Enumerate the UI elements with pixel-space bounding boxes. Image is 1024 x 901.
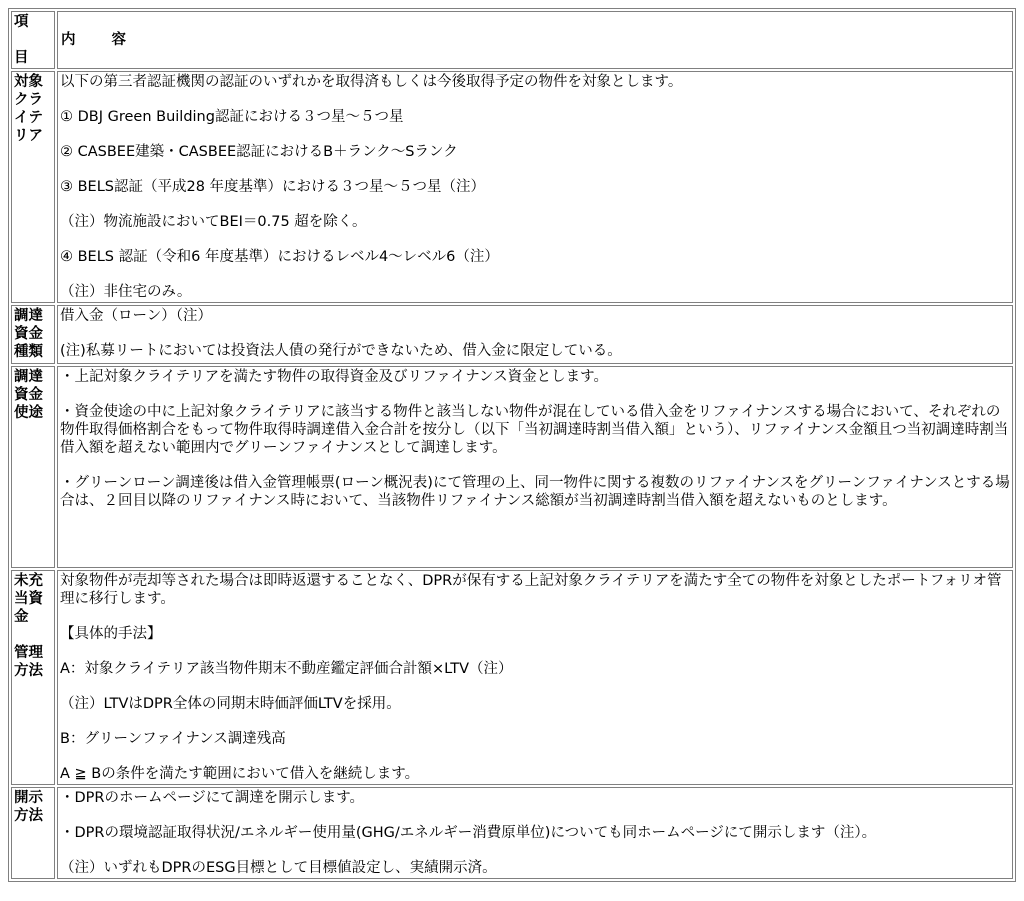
row-content-disclosure-method xyxy=(57,787,1013,879)
paragraph: ・上記対象クライテリアを満たす物件の取得資金及びリファイナンス資金とします。 xyxy=(60,369,608,385)
label-line: クラ xyxy=(14,92,43,108)
header-item-bottom: 目 xyxy=(14,50,29,66)
row-target-criteria xyxy=(11,71,1013,303)
paragraph: ・DPRの環境認証取得状況/エネルギー使用量(GHG/エネルギー消費原単位)についても同ホームページにて開示します（注）。 xyxy=(60,825,877,841)
row-use-of-proceeds xyxy=(11,366,1013,568)
row-label-funding-type xyxy=(11,305,55,364)
paragraph: ① DBJ Green Building認証における３つ星～５つ星 xyxy=(60,109,404,125)
row-label-unallocated-management xyxy=(11,570,55,785)
header-row xyxy=(11,11,1013,69)
label-line: 調達 xyxy=(14,369,43,385)
paragraph: （注）LTVはDPR全体の同期末時価評価LTVを採用。 xyxy=(60,696,401,712)
row-content-use-of-proceeds xyxy=(57,366,1013,568)
row-funding-type xyxy=(11,305,1013,364)
paragraph: A：対象クライテリア該当物件期末不動産鑑定評価合計額×LTV（注） xyxy=(60,661,513,677)
paragraph: ・資金使途の中に上記対象クライテリアに該当する物件と該当しない物件が混在している借入金をリファイナンスする場合において、それぞれの物件取得価格割合をもって物件取得時調達借入金合計を按分し（以下「当初調達時割当借入額」という）、リファイナンス金額且つ当初調達時割当借入額を超えない範囲内でグリーンファイナンスとして調達します。 xyxy=(60,404,1009,456)
paragraph: B：グリーンファイナンス調達残高 xyxy=(60,731,286,747)
header-item-cell xyxy=(11,11,55,69)
paragraph: 【具体的手法】 xyxy=(60,626,162,642)
label-line: 使途 xyxy=(14,405,43,421)
paragraph: ② CASBEE建築・CASBEE認証におけるB＋ランク～Sランク xyxy=(60,144,458,160)
green-finance-framework-table xyxy=(8,8,1016,882)
paragraph: ④ BELS 認証（令和6 年度基準）におけるレベル4～レベル6（注） xyxy=(60,249,499,265)
row-content-funding-type xyxy=(57,305,1013,364)
paragraph: （注）物流施設においてBEI＝0.75 超を除く。 xyxy=(60,214,367,230)
paragraph: 以下の第三者認証機関の認証のいずれかを取得済もしくは今後取得予定の物件を対象とします。 xyxy=(60,74,683,90)
header-content-cell xyxy=(57,11,1013,69)
row-label-target-criteria xyxy=(11,71,55,303)
paragraph: （注）いずれもDPRのESG目標として目標値設定し、実績開示済。 xyxy=(60,860,497,876)
header-content-right: 容 xyxy=(111,32,126,48)
paragraph: A ≧ Bの条件を満たす範囲において借入を継続します。 xyxy=(60,766,420,782)
row-content-target-criteria xyxy=(57,71,1013,303)
label-line: 開示 xyxy=(14,790,43,806)
paragraph: (注)私募リートにおいては投資法人債の発行ができないため、借入金に限定している。 xyxy=(60,343,622,359)
header-item-top: 項 xyxy=(14,14,29,30)
label-line: 方法 xyxy=(14,808,43,824)
row-label-use-of-proceeds xyxy=(11,366,55,568)
label-line: 調達 xyxy=(14,308,43,324)
label-line: イテ xyxy=(14,110,43,126)
paragraph: （注）非住宅のみ。 xyxy=(60,284,192,300)
header-content-left: 内 xyxy=(61,32,76,48)
label-line: 管理 xyxy=(14,645,43,661)
row-unallocated-management xyxy=(11,570,1013,785)
label-line: 種類 xyxy=(14,344,43,360)
row-label-disclosure-method xyxy=(11,787,55,879)
paragraph: 対象物件が売却等された場合は即時返還することなく、DPRが保有する上記対象クライテリアを満たす全ての物件を対象としたポートフォリオ管理に移行します。 xyxy=(60,573,1002,607)
label-line: 資金 xyxy=(14,326,43,342)
paragraph: ③ BELS認証（平成28 年度基準）における３つ星～５つ星（注） xyxy=(60,179,486,195)
label-line: 当資 xyxy=(14,591,43,607)
paragraph: 借入金（ローン）（注） xyxy=(60,308,212,324)
label-line: リア xyxy=(14,128,43,144)
label-line: 方法 xyxy=(14,663,43,679)
label-line xyxy=(14,626,52,644)
row-content-unallocated-management xyxy=(57,570,1013,785)
label-line: 金 xyxy=(14,609,29,625)
row-disclosure-method xyxy=(11,787,1013,879)
label-line: 対象 xyxy=(14,74,43,90)
label-line: 資金 xyxy=(14,387,43,403)
paragraph: ・DPRのホームページにて調達を開示します。 xyxy=(60,790,365,806)
label-line: 未充 xyxy=(14,573,43,589)
paragraph: ・グリーンローン調達後は借入金管理帳票(ローン概況表)にて管理の上、同一物件に関する複数のリファイナンスをグリーンファイナンスとする場合は、２回目以降のリファイナンス時において、当該物件リファイナンス総額が当初調達時割当借入額を超えないものとします。 xyxy=(60,475,1010,509)
